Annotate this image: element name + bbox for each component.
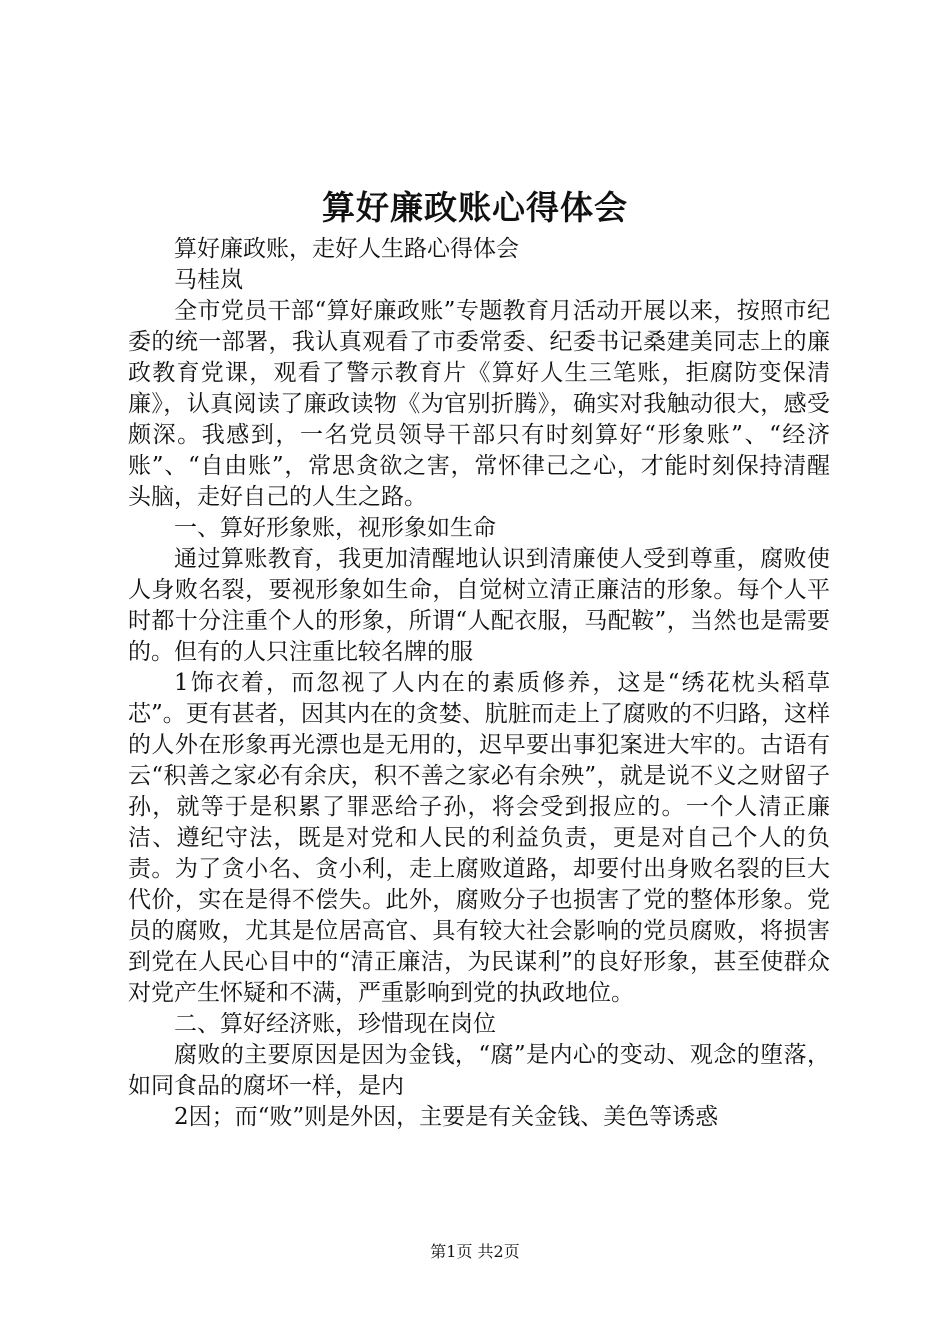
body-paragraph: 2因；而“败”则是外因，主要是有关金钱、美色等诱惑 [174,1104,719,1130]
subtitle-paragraph: 算好廉政账，走好人生路心得体会 [174,236,519,262]
body-paragraph: 1饰衣着，而忽视了人内在的素质修养，这是“绣花枕头稻草芯”。更有甚者，因其内在的贪婪、肮脏而走上了腐败的不归路，这样的人外在形象再光漂也是无用的，迟早要出事犯案进大牢的。古语有云“积善之家必有余庆，积不善之家必有余殃”，就是说不义之财留子孙，就等于是积累了罪恶给子孙，将会受到报应的。一个人清正廉洁、遵纪守法，既是对党和人民的利益负责，更是对自己个人的负责。为了贪小名、贪小利，走上腐败道路，却要付出身败名裂的巨大代价，实在是得不偿失。此外，腐败分子也损害了党的整体形象。党员的腐败，尤其是位居高官、具有较大社会影响的党员腐败，将损害到党在人民心目中的“清正廉洁，为民谋利”的良好形象，甚至使群众对党产生怀疑和不满，严重影响到党的执政地位。 [128,670,830,1006]
page-number-footer: 第1页 共2页 [430,1242,520,1261]
intro-paragraph: 全市党员干部“算好廉政账”专题教育月活动开展以来，按照市纪委的统一部署，我认真观看了市委常委、纪委书记桑建美同志上的廉政教育党课，观看了警示教育片《算好人生三笔账，拒腐防变保清廉》，认真阅读了廉政读物《为官别折腾》，确实对我触动很大，感受颇深。我感到，一名党员领导干部只有时刻算好“形象账”、“经济账”、“自由账”，常思贪欲之害，常怀律己之心，才能时刻保持清醒头脑，走好自己的人生之路。 [128,298,830,510]
section-heading-1: 一、算好形象账，视形象如生命 [174,515,496,541]
section-heading-2: 二、算好经济账，珍惜现在岗位 [174,1011,496,1037]
author-paragraph: 马桂岚 [174,267,243,293]
body-paragraph: 通过算账教育，我更加清醒地认识到清廉使人受到尊重，腐败使人身败名裂，要视形象如生命，自觉树立清正廉洁的形象。每个人平时都十分注重个人的形象，所谓“人配衣服，马配鞍”，当然也是需要的。但有的人只注重比较名牌的服 [128,546,830,665]
document-title: 算好廉政账心得体会 [322,188,628,227]
document-body [128,234,830,1133]
body-paragraph: 腐败的主要原因是因为金钱，“腐”是内心的变动、观念的堕落，如同食品的腐坏一样，是内 [128,1042,830,1099]
